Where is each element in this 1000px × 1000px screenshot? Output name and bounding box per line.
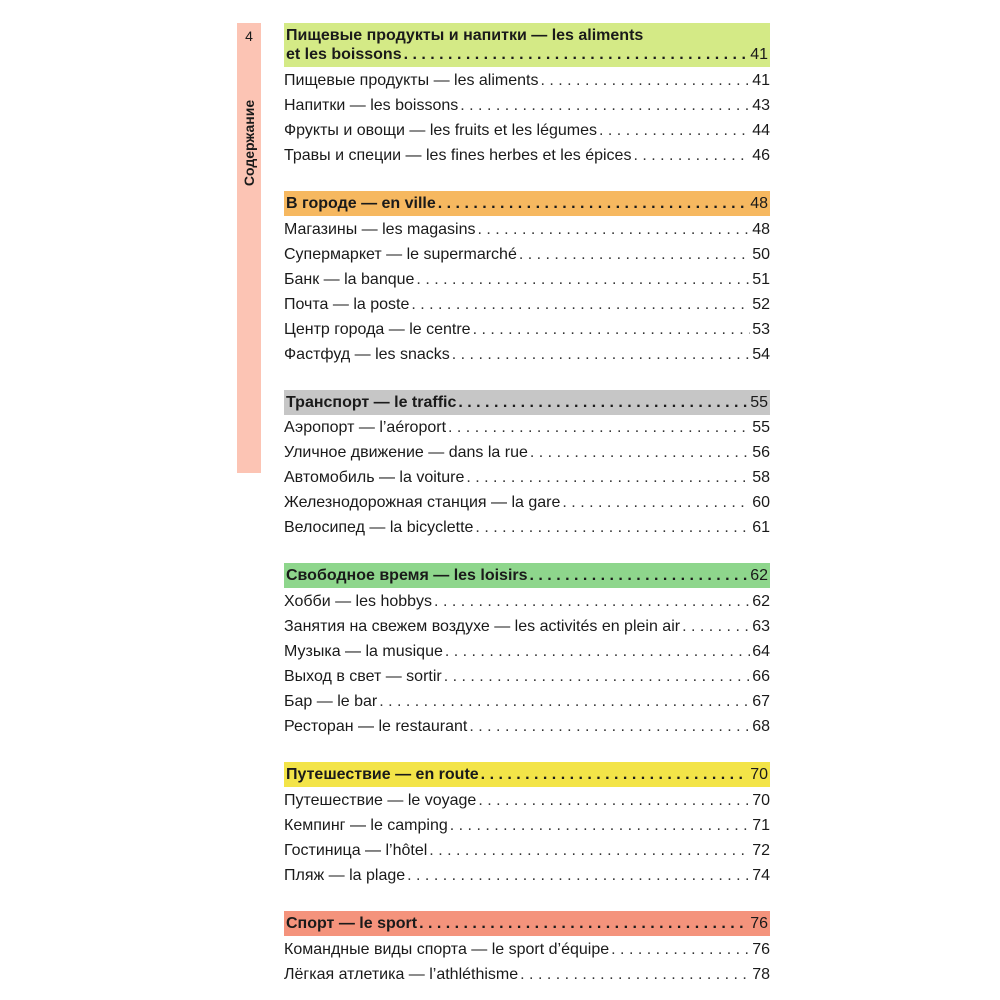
section-header-leisure[interactable] — [284, 563, 770, 588]
leader-dots — [473, 320, 751, 340]
entry-title: Фрукты и овощи — les fruits et les légumes — [284, 122, 598, 139]
entry-title: Ресторан — le restaurant — [284, 718, 468, 735]
entry-title: Супермаркет — le supermarché — [284, 246, 517, 263]
leader-dots — [519, 245, 750, 265]
entry-page: 55 — [752, 419, 770, 436]
toc-entry[interactable] — [284, 96, 770, 116]
toc-entry[interactable] — [284, 841, 770, 861]
leader-dots — [562, 493, 750, 513]
toc-entry[interactable] — [284, 940, 770, 960]
toc-entry[interactable] — [284, 468, 770, 488]
toc-entry[interactable] — [284, 965, 770, 985]
toc-entry[interactable] — [284, 791, 770, 811]
leader-dots — [481, 765, 749, 784]
page-number: 4 — [245, 28, 253, 44]
leader-dots — [469, 717, 750, 737]
leader-dots — [599, 121, 750, 141]
entry-page: 60 — [752, 494, 770, 511]
toc-entry[interactable] — [284, 692, 770, 712]
entry-page: 52 — [752, 296, 770, 313]
entry-page: 43 — [752, 97, 770, 114]
toc-entry[interactable] — [284, 220, 770, 240]
leader-dots — [438, 194, 748, 213]
leader-dots — [411, 295, 750, 315]
entry-title: Центр города — le centre — [284, 321, 471, 338]
entry-page: 66 — [752, 668, 770, 685]
leader-dots — [530, 443, 750, 463]
leader-dots — [540, 71, 750, 91]
section-header-food[interactable] — [284, 23, 770, 67]
toc-entry[interactable] — [284, 617, 770, 637]
leader-dots — [407, 866, 750, 886]
leader-dots — [416, 270, 750, 290]
leader-dots — [429, 841, 750, 861]
contents-label: Содержание — [241, 99, 257, 187]
section-page: 62 — [750, 567, 768, 584]
entry-title: Гостиница — l’hôtel — [284, 842, 428, 859]
entry-page: 70 — [752, 792, 770, 809]
section-title-line1: Пищевые продукты и напитки — les aliments — [286, 27, 644, 44]
leader-dots — [444, 667, 750, 687]
section-page: 48 — [750, 195, 768, 212]
entry-page: 58 — [752, 469, 770, 486]
entry-page: 51 — [752, 271, 770, 288]
entry-page: 61 — [752, 519, 770, 536]
toc-entry[interactable] — [284, 667, 770, 687]
section-header-transport[interactable] — [284, 390, 770, 415]
toc-entry[interactable] — [284, 146, 770, 166]
entry-title: Командные виды спорта — le sport d’équipe — [284, 941, 610, 958]
toc-entry[interactable] — [284, 717, 770, 737]
entry-page: 48 — [752, 221, 770, 238]
leader-dots — [419, 914, 748, 933]
entry-title: Травы и специи — les fines herbes et les épices — [284, 147, 632, 164]
leader-dots — [633, 146, 750, 166]
entry-title: Кемпинг — le camping — [284, 817, 448, 834]
entry-page: 53 — [752, 321, 770, 338]
leader-dots — [682, 617, 750, 637]
leader-dots — [445, 642, 750, 662]
leader-dots — [404, 45, 749, 64]
entry-page: 67 — [752, 693, 770, 710]
section-title: В городе — en ville — [286, 195, 436, 212]
toc-entry[interactable] — [284, 320, 770, 340]
section-header-sport[interactable] — [284, 911, 770, 936]
leader-dots — [450, 816, 750, 836]
toc-entry[interactable] — [284, 866, 770, 886]
entry-title: Бар — le bar — [284, 693, 378, 710]
leader-dots — [611, 940, 750, 960]
leader-dots — [448, 418, 750, 438]
toc-entry[interactable] — [284, 270, 770, 290]
section-title: Транспорт — le traffic — [286, 394, 457, 411]
entry-page: 41 — [752, 72, 770, 89]
entry-page: 63 — [752, 618, 770, 635]
section-title: Путешествие — en route — [286, 766, 479, 783]
entry-title: Музыка — la musique — [284, 643, 443, 660]
entry-page: 46 — [752, 147, 770, 164]
entry-page: 71 — [752, 817, 770, 834]
entry-page: 50 — [752, 246, 770, 263]
toc-entry[interactable] — [284, 295, 770, 315]
entry-page: 76 — [752, 941, 770, 958]
toc-entry[interactable] — [284, 245, 770, 265]
toc-entry[interactable] — [284, 518, 770, 538]
leader-dots — [434, 592, 750, 612]
leader-dots — [460, 96, 750, 116]
entry-page: 72 — [752, 842, 770, 859]
entry-title: Путешествие — le voyage — [284, 792, 477, 809]
entry-page: 44 — [752, 122, 770, 139]
section-header-city[interactable] — [284, 191, 770, 216]
toc-entry[interactable] — [284, 418, 770, 438]
entry-title: Почта — la poste — [284, 296, 410, 313]
entry-title: Лёгкая атлетика — l’athléthisme — [284, 966, 519, 983]
entry-title: Магазины — les magasins — [284, 221, 476, 238]
section-title-line2: et les boissons — [286, 46, 402, 63]
leader-dots — [478, 791, 750, 811]
toc-entry[interactable] — [284, 816, 770, 836]
entry-page: 62 — [752, 593, 770, 610]
section-page: 55 — [750, 394, 768, 411]
entry-page: 64 — [752, 643, 770, 660]
toc-entry[interactable] — [284, 592, 770, 612]
entry-title: Банк — la banque — [284, 271, 415, 288]
entry-title: Фастфуд — les snacks — [284, 346, 450, 363]
section-header-travel[interactable] — [284, 762, 770, 787]
section-page: 76 — [750, 915, 768, 932]
leader-dots — [475, 518, 750, 538]
section-title: Свободное время — les loisirs — [286, 567, 528, 584]
toc-entry[interactable] — [284, 345, 770, 365]
entry-title: Уличное движение — dans la rue — [284, 444, 528, 461]
leader-dots — [452, 345, 750, 365]
entry-title: Автомобиль — la voiture — [284, 469, 465, 486]
leader-dots — [520, 965, 750, 985]
entry-title: Пляж — la plage — [284, 867, 406, 884]
entry-title: Напитки — les boissons — [284, 97, 459, 114]
entry-title: Занятия на свежем воздухе — les activités en plein air — [284, 618, 681, 635]
contents-side-tab — [237, 23, 261, 473]
leader-dots — [530, 566, 749, 585]
section-title: Спорт — le sport — [286, 915, 418, 932]
leader-dots — [458, 393, 748, 412]
entry-title: Выход в свет — sortir — [284, 668, 442, 685]
entry-page: 74 — [752, 867, 770, 884]
entry-page: 56 — [752, 444, 770, 461]
section-page: 41 — [750, 46, 768, 63]
entry-page: 68 — [752, 718, 770, 735]
toc-entry[interactable] — [284, 71, 770, 91]
leader-dots — [466, 468, 750, 488]
entry-title: Велосипед — la bicyclette — [284, 519, 474, 536]
entry-title: Пищевые продукты — les aliments — [284, 72, 539, 89]
entry-title: Железнодорожная станция — la gare — [284, 494, 561, 511]
entry-page: 78 — [752, 966, 770, 983]
leader-dots — [477, 220, 750, 240]
toc-entry[interactable] — [284, 642, 770, 662]
toc-entry[interactable] — [284, 121, 770, 141]
toc-entry[interactable] — [284, 493, 770, 513]
section-page: 70 — [750, 766, 768, 783]
toc-entry[interactable] — [284, 443, 770, 463]
entry-title: Аэропорт — l’aéroport — [284, 419, 447, 436]
entry-title: Хобби — les hobbys — [284, 593, 433, 610]
leader-dots — [379, 692, 750, 712]
entry-page: 54 — [752, 346, 770, 363]
